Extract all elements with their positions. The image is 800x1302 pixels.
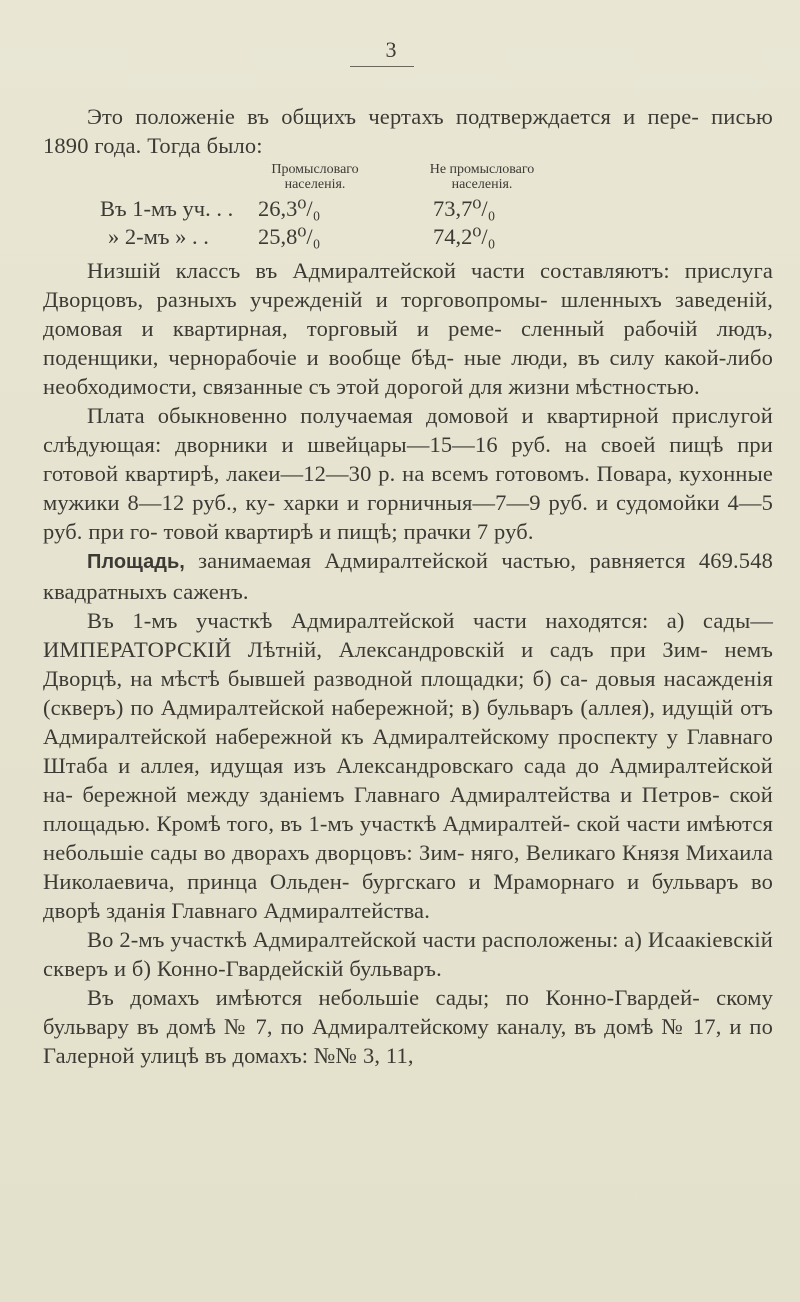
intro-paragraph — [43, 102, 773, 160]
table-row — [100, 196, 660, 222]
paragraph-lower-class — [43, 256, 773, 401]
column-header-non-industrial: Не промысловаго населенія. — [429, 162, 535, 192]
table-row — [100, 224, 660, 250]
non-industrial-value: 73,7⁰/₀ — [433, 196, 496, 221]
page-number: 3 — [385, 37, 397, 62]
paragraph-text: Плата обыкновенно получаемая домовой и квартирной прислугой слѣдующая: дворники и швейцары—15—16 руб. на своей пищѣ при готовой квартирѣ, лакеи—12—30 р. на всемъ готовомъ. Повара, кухонные мужики 8—12 руб., ку- харки и горничныя—7—9 руб. и судомойки 4—5 руб. при го- товой квартирѣ и пищѣ; прачки 7 руб. — [43, 403, 773, 544]
row-label: » 2-мъ » . . — [108, 224, 209, 249]
paragraph-wages — [43, 401, 773, 546]
intro-text: Это положеніе въ общихъ чертахъ подтверждается и пере- писью 1890 года. Тогда было: — [43, 104, 773, 158]
paragraph-text: Въ домахъ имѣются небольшіе сады; по Конно-Гвардей- скому бульвару въ домѣ № 7, по Адмиралтейскому каналу, въ домѣ № 17, и по Галерной улицѣ въ домахъ: №№ 3, 11, — [43, 985, 773, 1068]
column-header-industrial: Промысловаго населенія. — [271, 162, 359, 192]
industrial-value: 26,3⁰/₀ — [258, 196, 321, 221]
paragraph-text: Въ 1-мъ участкѣ Адмиралтейской части находятся: а) сады— ИМПЕРАТОРСКІЙ Лѣтній, Александровскій и садъ при Зим- немъ Дворцѣ, на мѣстѣ бывшей разводной площадки; б) са- довыя насажденія (скверъ) по Адмиралтейской набережной; в) бульваръ (аллея), идущій отъ Адмиралтейской набережной къ Адмиралтейскому проспекту у Главнаго Штаба и аллея, идущая изъ Александровскаго сада до Адмиралтейской на- бережной между зданіемъ Главнаго Адмиралтейства и Петров- ской площадью. Кромѣ того, въ 1-мъ участкѣ Адмиралтей- ской части имѣются небольшіе сады во дворахъ дворцовъ: Зим- няго, Великаго Князя Михаила Николаевича, принца Ольден- бургскаго и Мраморнаго и бульваръ во дворѣ зданія Главнаго Адмиралтейства. — [43, 608, 773, 923]
body-text — [43, 256, 773, 1070]
industrial-value: 25,8⁰/₀ — [258, 224, 321, 249]
non-industrial-value: 74,2⁰/₀ — [433, 224, 496, 249]
page-number-block — [366, 38, 416, 62]
paragraph-text: занимаемая Адмиралтейской частью, равняется 469.548 квадратныхъ саженъ. — [43, 548, 773, 604]
page-number-underline — [350, 66, 414, 67]
paragraph-gardens-district-2 — [43, 925, 773, 983]
paragraph-area — [43, 546, 773, 606]
row-label: Въ 1-мъ уч. . . — [100, 196, 234, 221]
paragraph-private-gardens — [43, 983, 773, 1070]
paragraph-text: Во 2-мъ участкѣ Адмиралтейской части расположены: а) Исаакіевскій скверъ и б) Конно-Гвардейскій бульваръ. — [43, 927, 773, 981]
paragraph-lead-word: Площадь, — [87, 551, 185, 573]
paragraph-text: Низшій классъ въ Адмиралтейской части составляютъ: прислуга Дворцовъ, разныхъ учрежденій и торговопромы- шленныхъ заведеній, домовая и квартирная, торговый и реме- сленный рабочій людъ, поденщики, чернорабочіе и вообще бѣд- ные люди, въ силу какой-либо необходимости, связанные съ этой дорогой для жизни мѣстностью. — [43, 258, 773, 399]
paragraph-gardens-district-1 — [43, 606, 773, 925]
